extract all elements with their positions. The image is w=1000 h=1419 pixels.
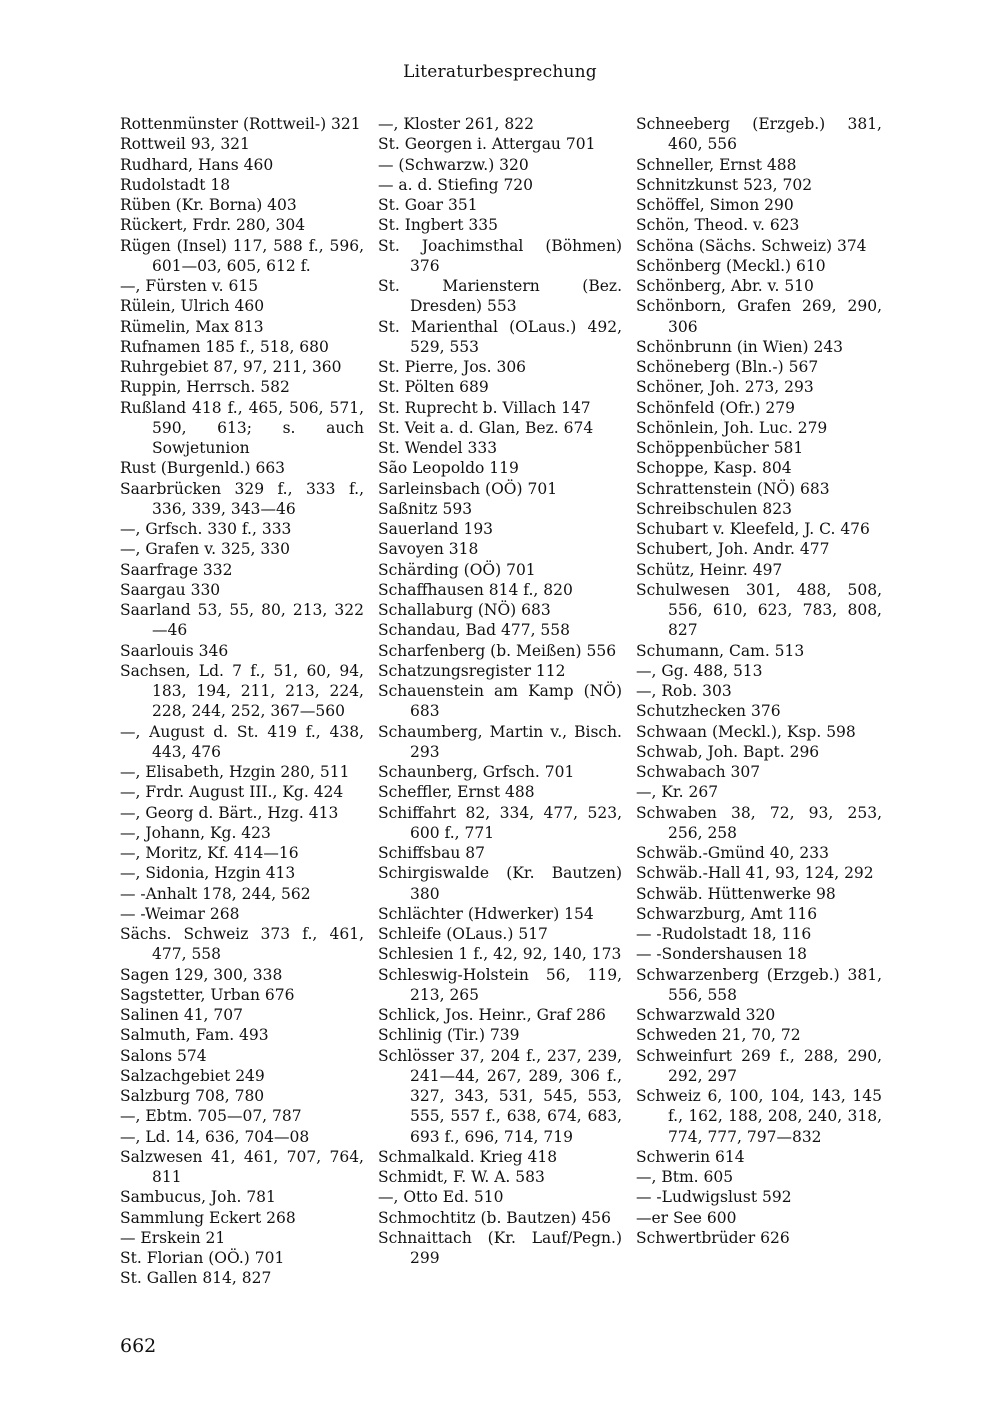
index-entry: Schleswig-Holstein 56, 119, 213, 265: [378, 965, 622, 1004]
index-entry: Saarfrage 332: [120, 560, 233, 579]
index-entry: Schwaan (Meckl.), Ksp. 598: [636, 722, 856, 741]
index-entry: — (Schwarzw.) 320: [378, 155, 529, 174]
index-entry: Schiffsbau 87: [378, 844, 486, 862]
index-entry: Schweden 21, 70, 72: [636, 1026, 801, 1045]
index-entry: — -Rudolstadt 18, 116: [636, 925, 812, 943]
index-entry: Schaunberg, Grfsch. 701: [378, 763, 575, 781]
index-entry: — -Weimar 268: [120, 904, 240, 923]
index-entry: Schoppe, Kasp. 804: [636, 459, 792, 478]
index-entry: Salmuth, Fam. 493: [120, 1026, 269, 1045]
index-column-1: [120, 114, 364, 1289]
index-entry: —er See 600: [636, 1208, 737, 1227]
index-entry: Schleife (OLaus.) 517: [378, 925, 548, 943]
index-entry: Schauenstein am Kamp (NÖ) 683: [378, 682, 622, 721]
index-entry: Saßnitz 593: [378, 499, 473, 518]
index-entry: Rust (Burgenld.) 663: [120, 459, 286, 478]
index-entry: Salons 574: [120, 1046, 207, 1065]
index-entry: Rülein, Ulrich 460: [120, 297, 265, 316]
index-entry: St. Georgen i. Attergau 701: [378, 135, 596, 154]
index-entry: —, Fürsten v. 615: [120, 277, 259, 295]
index-entry: —, Moritz, Kf. 414—16: [120, 844, 299, 862]
index-entry: Schütz, Heinr. 497: [636, 560, 783, 579]
index-entry: Sachsen, Ld. 7 f., 51, 60, 94, 183, 194, 211, 213, 224, 228, 244, 252, 367—560: [120, 661, 364, 721]
index-entry: St. Veit a. d. Glan, Bez. 674: [378, 418, 594, 437]
index-entry: Schwäb. Hüttenwerke 98: [636, 884, 836, 903]
index-entry: Schönlein, Joh. Luc. 279: [636, 418, 828, 437]
index-entry: Schlinig (Tir.) 739: [378, 1026, 520, 1045]
index-entry: Ruhrgebiet 87, 97, 211, 360: [120, 358, 342, 376]
index-entry: Schöna (Sächs. Schweiz) 374: [636, 236, 867, 255]
index-entry: Schirgiswalde (Kr. Bautzen) 380: [378, 864, 622, 903]
index-entry: Ruppin, Herrsch. 582: [120, 378, 290, 397]
index-entry: —, Kloster 261, 822: [378, 115, 534, 133]
index-entry: — a. d. Stiefing 720: [378, 175, 534, 194]
index-entry: Schweiz 6, 100, 104, 143, 145 f., 162, 188, 208, 240, 318, 774, 777, 797—832: [636, 1087, 882, 1146]
index-entry: Schwerin 614: [636, 1147, 745, 1166]
page-number: 662: [120, 1335, 157, 1357]
index-entry: Salzwesen 41, 461, 707, 764, 811: [120, 1147, 364, 1186]
index-entry: Schönbrunn (in Wien) 243: [636, 337, 844, 356]
index-entry: —, Ld. 14, 636, 704—08: [120, 1127, 310, 1146]
index-entry: Saarbrücken 329 f., 333 f., 336, 339, 343—46: [120, 479, 364, 518]
index-entry: Schönberg (Meckl.) 610: [636, 256, 826, 275]
running-header: Literaturbesprechung: [403, 62, 597, 82]
index-entry: Schneeberg (Erzgeb.) 381, 460, 556: [636, 115, 882, 154]
index-entry: Schöner, Joh. 273, 293: [636, 378, 814, 397]
index-entry: Sarleinsbach (OÖ) 701: [378, 479, 558, 498]
index-entry: —, Elisabeth, Hzgin 280, 511: [120, 763, 350, 781]
index-entry: Salzburg 708, 780: [120, 1087, 265, 1105]
index-column-3: [636, 114, 882, 1248]
index-entry: —, Johann, Kg. 423: [120, 823, 271, 842]
index-entry: St. Florian (OÖ.) 701: [120, 1249, 285, 1267]
index-entry: Schubert, Joh. Andr. 477: [636, 540, 830, 559]
index-entry: Saarlouis 346: [120, 641, 229, 660]
index-entry: Scheffler, Ernst 488: [378, 783, 535, 802]
index-entry: Saarland 53, 55, 80, 213, 322—46: [120, 601, 364, 640]
index-entry: — -Sondershausen 18: [636, 945, 808, 964]
index-entry: Schneller, Ernst 488: [636, 155, 797, 174]
index-entry: Schweinfurt 269 f., 288, 290, 292, 297: [636, 1046, 882, 1085]
index-entry: Saargau 330: [120, 580, 221, 599]
index-entry: St. Pölten 689: [378, 378, 489, 397]
index-entry: —, Otto Ed. 510: [378, 1188, 504, 1207]
index-entry: Schnitzkunst 523, 702: [636, 175, 813, 194]
index-entry: Schrattenstein (NÖ) 683: [636, 479, 830, 498]
index-entry: Schwarzenberg (Erzgeb.) 381, 556, 558: [636, 965, 882, 1004]
index-entry: Schlächter (Hdwerker) 154: [378, 904, 594, 923]
index-entry: Schiffahrt 82, 334, 477, 523, 600 f., 771: [378, 803, 622, 842]
index-entry: —, Georg d. Bärt., Hzg. 413: [120, 803, 339, 822]
index-entry: Salzachgebiet 249: [120, 1066, 265, 1085]
index-entry: — Erskein 21: [120, 1228, 226, 1247]
index-entry: Schubart v. Kleefeld, J. C. 476: [636, 520, 870, 538]
index-entry: Schumann, Cam. 513: [636, 641, 805, 660]
index-entry: Schöneberg (Bln.-) 567: [636, 358, 819, 376]
index-entry: Schutzhecken 376: [636, 702, 781, 721]
index-entry: Schnaittach (Kr. Lauf/Pegn.) 299: [378, 1228, 622, 1267]
index-entry: Sambucus, Joh. 781: [120, 1188, 276, 1207]
index-entry: Schwaben 38, 72, 93, 253, 256, 258: [636, 803, 882, 842]
index-entry: São Leopoldo 119: [378, 459, 519, 478]
index-entry: — -Ludwigslust 592: [636, 1188, 792, 1207]
index-entry: Rußland 418 f., 465, 506, 571, 590, 613; s. auch Sowjetunion: [120, 398, 364, 457]
index-entry: Schmochtitz (b. Bautzen) 456: [378, 1208, 612, 1227]
index-entry: Schwäb.-Hall 41, 93, 124, 292: [636, 864, 874, 883]
index-entry: —, Frdr. August III., Kg. 424: [120, 783, 344, 802]
index-entry: Schwab, Joh. Bapt. 296: [636, 742, 820, 761]
index-entry: Rottenmünster (Rottweil-) 321: [120, 115, 361, 133]
index-entry: Schandau, Bad 477, 558: [378, 621, 571, 640]
index-entry: St. Marienstern (Bez. Dresden) 553: [378, 277, 622, 316]
index-entry: —, Grafen v. 325, 330: [120, 540, 291, 559]
index-entry: Schulwesen 301, 488, 508, 556, 610, 623, 783, 808, 827: [636, 580, 882, 640]
index-entry: St. Goar 351: [378, 196, 478, 214]
index-entry: Rufnamen 185 f., 518, 680: [120, 337, 329, 356]
index-entry: Rümelin, Max 813: [120, 317, 264, 336]
index-entry: Schwarzburg, Amt 116: [636, 904, 818, 923]
index-entry: St. Marienthal (OLaus.) 492, 529, 553: [378, 317, 622, 356]
index-entry: Schmalkald. Krieg 418: [378, 1147, 558, 1166]
index-entry: —, Btm. 605: [636, 1168, 734, 1186]
index-entry: Schöppenbücher 581: [636, 439, 804, 457]
index-entry: Schöffel, Simon 290: [636, 196, 794, 214]
index-entry: Rügen (Insel) 117, 588 f., 596, 601—03, 605, 612 f.: [120, 236, 364, 275]
index-entry: Schönborn, Grafen 269, 290, 306: [636, 297, 882, 336]
index-entry: Schärding (OÖ) 701: [378, 560, 536, 579]
index-entry: Savoyen 318: [378, 540, 479, 559]
index-entry: Rudhard, Hans 460: [120, 155, 274, 174]
index-entry: Salinen 41, 707: [120, 1006, 244, 1024]
index-entry: Schwertbrüder 626: [636, 1228, 790, 1247]
index-entry: Scharfenberg (b. Meißen) 556: [378, 641, 617, 660]
index-entry: St. Ruprecht b. Villach 147: [378, 398, 591, 417]
index-entry: —, Kr. 267: [636, 783, 719, 802]
index-entry: Schönberg, Abr. v. 510: [636, 277, 814, 295]
index-entry: Schwarzwald 320: [636, 1006, 776, 1024]
index-entry: St. Ingbert 335: [378, 216, 498, 235]
index-entry: Rottweil 93, 321: [120, 135, 250, 154]
index-entry: Schwäb.-Gmünd 40, 233: [636, 844, 829, 862]
index-entry: St. Wendel 333: [378, 439, 498, 457]
index-entry: Sagen 129, 300, 338: [120, 965, 283, 984]
index-entry: Rudolstadt 18: [120, 175, 231, 194]
index-entry: Schwabach 307: [636, 763, 761, 781]
index-entry: —, Ebtm. 705—07, 787: [120, 1107, 302, 1126]
index-entry: Schmidt, F. W. A. 583: [378, 1168, 545, 1186]
index-entry: Schön, Theod. v. 623: [636, 216, 800, 235]
index-entry: Sächs. Schweiz 373 f., 461, 477, 558: [120, 925, 364, 964]
index-entry: Sagstetter, Urban 676: [120, 985, 295, 1004]
index-entry: Schaffhausen 814 f., 820: [378, 580, 573, 599]
index-entry: Sammlung Eckert 268: [120, 1208, 296, 1227]
index-entry: Schreibschulen 823: [636, 499, 792, 518]
index-entry: —, August d. St. 419 f., 438, 443, 476: [120, 722, 364, 761]
index-entry: —, Gg. 488, 513: [636, 661, 763, 680]
index-entry: Sauerland 193: [378, 520, 494, 538]
index-entry: St. Joachimsthal (Böhmen) 376: [378, 236, 622, 275]
index-entry: Schatzungsregister 112: [378, 661, 566, 680]
index-entry: —, Grfsch. 330 f., 333: [120, 520, 292, 538]
index-entry: — -Anhalt 178, 244, 562: [120, 884, 311, 903]
index-entry: —, Sidonia, Hzgin 413: [120, 864, 296, 883]
index-entry: Schönfeld (Ofr.) 279: [636, 398, 795, 417]
index-entry: Schlesien 1 f., 42, 92, 140, 173: [378, 945, 622, 964]
index-entry: St. Pierre, Jos. 306: [378, 358, 527, 376]
index-entry: Schallaburg (NÖ) 683: [378, 601, 551, 619]
index-entry: —, Rob. 303: [636, 682, 732, 700]
index-entry: Rückert, Frdr. 280, 304: [120, 216, 306, 235]
index-column-2: [378, 114, 622, 1268]
index-entry: Schlösser 37, 204 f., 237, 239, 241—44, 267, 289, 306 f., 327, 343, 531, 545, 553, 555, 557 f., 638, 674, 683, 693 f., 696, 714, 719: [378, 1046, 622, 1146]
index-entry: Schlick, Jos. Heinr., Graf 286: [378, 1006, 606, 1024]
index-entry: St. Gallen 814, 827: [120, 1269, 272, 1288]
index-entry: Schaumberg, Martin v., Bisch. 293: [378, 722, 622, 761]
index-entry: Rüben (Kr. Borna) 403: [120, 196, 297, 214]
